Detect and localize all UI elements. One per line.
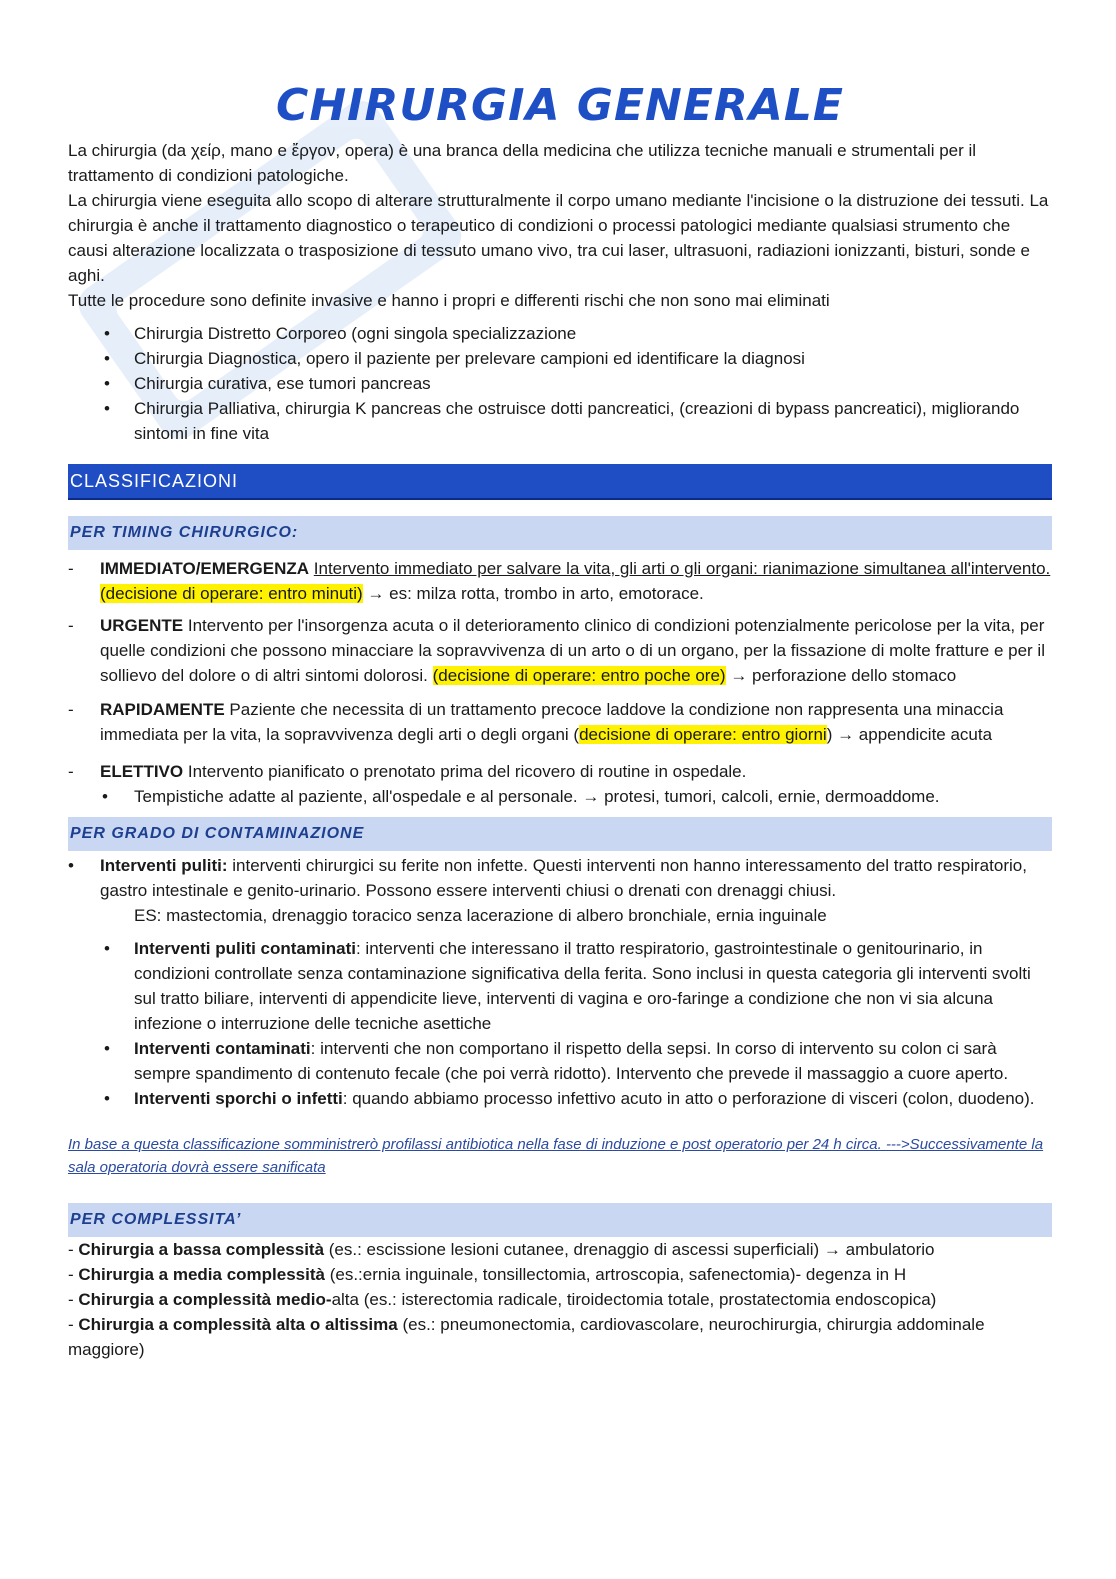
item-tail: → es: milza rotta, trombo in arto, emotorace. xyxy=(367,584,704,603)
dash-marker: - xyxy=(68,762,74,781)
list-item: - Chirurgia a complessità alta o altissima (es.: pneumonectomia, cardiovascolare, neurochirurgia, chirurgia addominale maggiore) xyxy=(68,1315,985,1359)
item-text: Intervento immediato per salvare la vita, gli arti o gli organi: rianimazione simultanea all'intervento. xyxy=(313,559,1051,578)
item-label: RAPIDAMENTE xyxy=(100,700,225,719)
bullet-marker: • xyxy=(104,939,110,958)
intro-section xyxy=(68,138,1052,446)
contaminazione-list xyxy=(68,936,1052,1111)
bullet-marker: • xyxy=(68,856,74,875)
highlight-text: decisione di operare: entro giorni xyxy=(579,725,827,744)
timing-item-rapidamente xyxy=(68,697,1052,747)
list-item: • Chirurgia Palliativa, chirurgia K pancreas che ostruisce dotti pancreatici, (creazioni di bypass pancreatici), migliorando sintomi in fine vita xyxy=(134,396,1052,446)
bullet-marker: • xyxy=(104,1089,110,1108)
subsection-header-contaminazione: PER GRADO DI CONTAMINAZIONE xyxy=(68,817,1052,851)
list-item: • Chirurgia Distretto Corporeo (ogni singola specializzazione xyxy=(134,321,1052,346)
dash-marker: - xyxy=(68,616,74,635)
intro-list xyxy=(68,321,1052,446)
item-tail: → perforazione dello stomaco xyxy=(730,666,957,685)
item-text: interventi chirurgici su ferite non infette. Questi interventi non hanno interessamento del tratto respiratorio, gastro intestinale e genito-urinario. Possono essere interventi chiusi o drenati con drenaggi chiusi. xyxy=(100,856,1027,900)
antibiotic-note: In base a questa classificazione somministrerò profilassi antibiotica nella fase di induzione e post operatorio per 24 h circa. --->Successivamente la sala operatoria dovrà essere sanificata xyxy=(68,1136,1044,1176)
dash-marker: - xyxy=(68,559,74,578)
item-label: Interventi puliti: xyxy=(100,856,228,875)
list-item xyxy=(104,1036,1052,1086)
list-item: • Chirurgia Diagnostica, opero il paziente per prelevare campioni ed identificare la diagnosi xyxy=(134,346,1052,371)
list-item: • Tempistiche adatte al paziente, all'ospedale e al personale. → protesi, tumori, calcoli, ernie, dermoaddome. xyxy=(100,784,1052,809)
intro-paragraph: La chirurgia viene eseguita allo scopo di alterare strutturalmente il corpo umano mediante l'incisione o la distruzione dei tessuti. La chirurgia è anche il trattamento diagnostico o terapeutico di condizioni o processi patologici mediante qualsiasi strumento che causi alterazione localizzata o trasposizione di tessuto umano vivo, tra cui laser, ultrasuoni, radiazioni ionizzanti, bisturi, sonde e aghi. xyxy=(68,191,1049,285)
list-item xyxy=(104,1086,1052,1111)
bullet-marker: • xyxy=(102,787,108,806)
item-label: URGENTE xyxy=(100,616,184,635)
list-item: - Chirurgia a media complessità (es.:ernia inguinale, tonsillectomia, artroscopia, safenectomia)- degenza in H xyxy=(68,1265,907,1284)
subsection-header-timing: PER TIMING CHIRURGICO: xyxy=(68,516,1052,550)
timing-item-urgente xyxy=(68,613,1052,688)
item-label: IMMEDIATO/EMERGENZA xyxy=(100,559,310,578)
item-label: Interventi sporchi o infetti xyxy=(134,1089,343,1108)
item-text: Intervento pianificato o prenotato prima del ricovero di routine in ospedale. xyxy=(187,762,747,781)
dash-marker: - xyxy=(68,700,74,719)
timing-item-immediato xyxy=(68,556,1052,606)
item-text: : quando abbiamo processo infettivo acuto in atto o perforazione di visceri (colon, duodeno). xyxy=(342,1089,1035,1108)
timing-item-elettivo xyxy=(68,759,1052,809)
item-label: ELETTIVO xyxy=(100,762,184,781)
item-text: Intervento per l'insorgenza acuta o il deterioramento clinico di condizioni potenzialmente pericolose per la vita, per quelle condizioni che possono minacciare la sopravvivenza di un arto o di un organo, per la fissazione di molte fratture e per il sollievo del dolore o di altri sintomi dolorosi. xyxy=(100,616,1045,685)
subsection-header-complessita: PER COMPLESSITA’ xyxy=(68,1203,1052,1237)
intro-paragraph: Tutte le procedure sono definite invasive e hanno i propri e differenti rischi che non sono mai eliminati xyxy=(68,291,830,310)
highlight-text: (decisione di operare: entro poche ore) xyxy=(432,666,726,685)
list-item: - Chirurgia a bassa complessità (es.: escissione lesioni cutanee, drenaggio di ascessi superficiali) → ambulatorio xyxy=(68,1240,935,1259)
item-text: : interventi che interessano il tratto respiratorio, gastrointestinale o genitourinario, in condizioni controllate senza contaminazione significativa della ferita. Sono inclusi in questa categoria gli interventi svolti sul tratto biliare, interventi di appendicite lieve, interventi di vagina e oro-faringe a condizione che non vi sia alcuna infezione o interruzione delle tecniche asettiche xyxy=(134,939,1031,1033)
section-header-classificazioni: CLASSIFICAZIONI xyxy=(68,464,1052,500)
bullet-marker: • xyxy=(104,1039,110,1058)
list-item xyxy=(104,936,1052,1036)
list-item: • Chirurgia curativa, ese tumori pancreas xyxy=(134,371,1052,396)
item-text: Paziente che necessita di un trattamento precoce laddove la condizione non rappresenta una minaccia immediata per la vita, la sopravvivenza degli arti o degli organi ( xyxy=(100,700,1004,744)
highlight-text: (decisione di operare: entro minuti) xyxy=(100,584,363,603)
list-item: - Chirurgia a complessità medio-alta (es.: isterectomia radicale, tiroidectomia totale, prostatectomia endoscopica) xyxy=(68,1290,937,1309)
contaminazione-item-puliti xyxy=(68,853,1052,928)
item-example: ES: mastectomia, drenaggio toracico senza lacerazione di albero bronchiale, ernia inguinale xyxy=(134,906,827,925)
page-title: CHIRURGIA GENERALE xyxy=(276,80,844,131)
intro-paragraph: La chirurgia (da χείρ, mano e ἔργον, opera) è una branca della medicina che utilizza tecniche manuali e strumentali per il trattamento di condizioni patologiche. xyxy=(68,141,977,185)
item-label: Interventi puliti contaminati xyxy=(134,939,356,958)
complessita-list xyxy=(68,1237,1052,1362)
item-text: : interventi che non comportano il rispetto della sepsi. In corso di intervento su colon ci sarà sempre spandimento di contenuto fecale (che poi verrà ridotto). Intervento che prevede il massaggio a cuore aperto. xyxy=(134,1039,1009,1083)
item-label: Interventi contaminati xyxy=(134,1039,311,1058)
item-tail: ) → appendicite acuta xyxy=(826,725,993,744)
document-page xyxy=(68,80,1052,1362)
